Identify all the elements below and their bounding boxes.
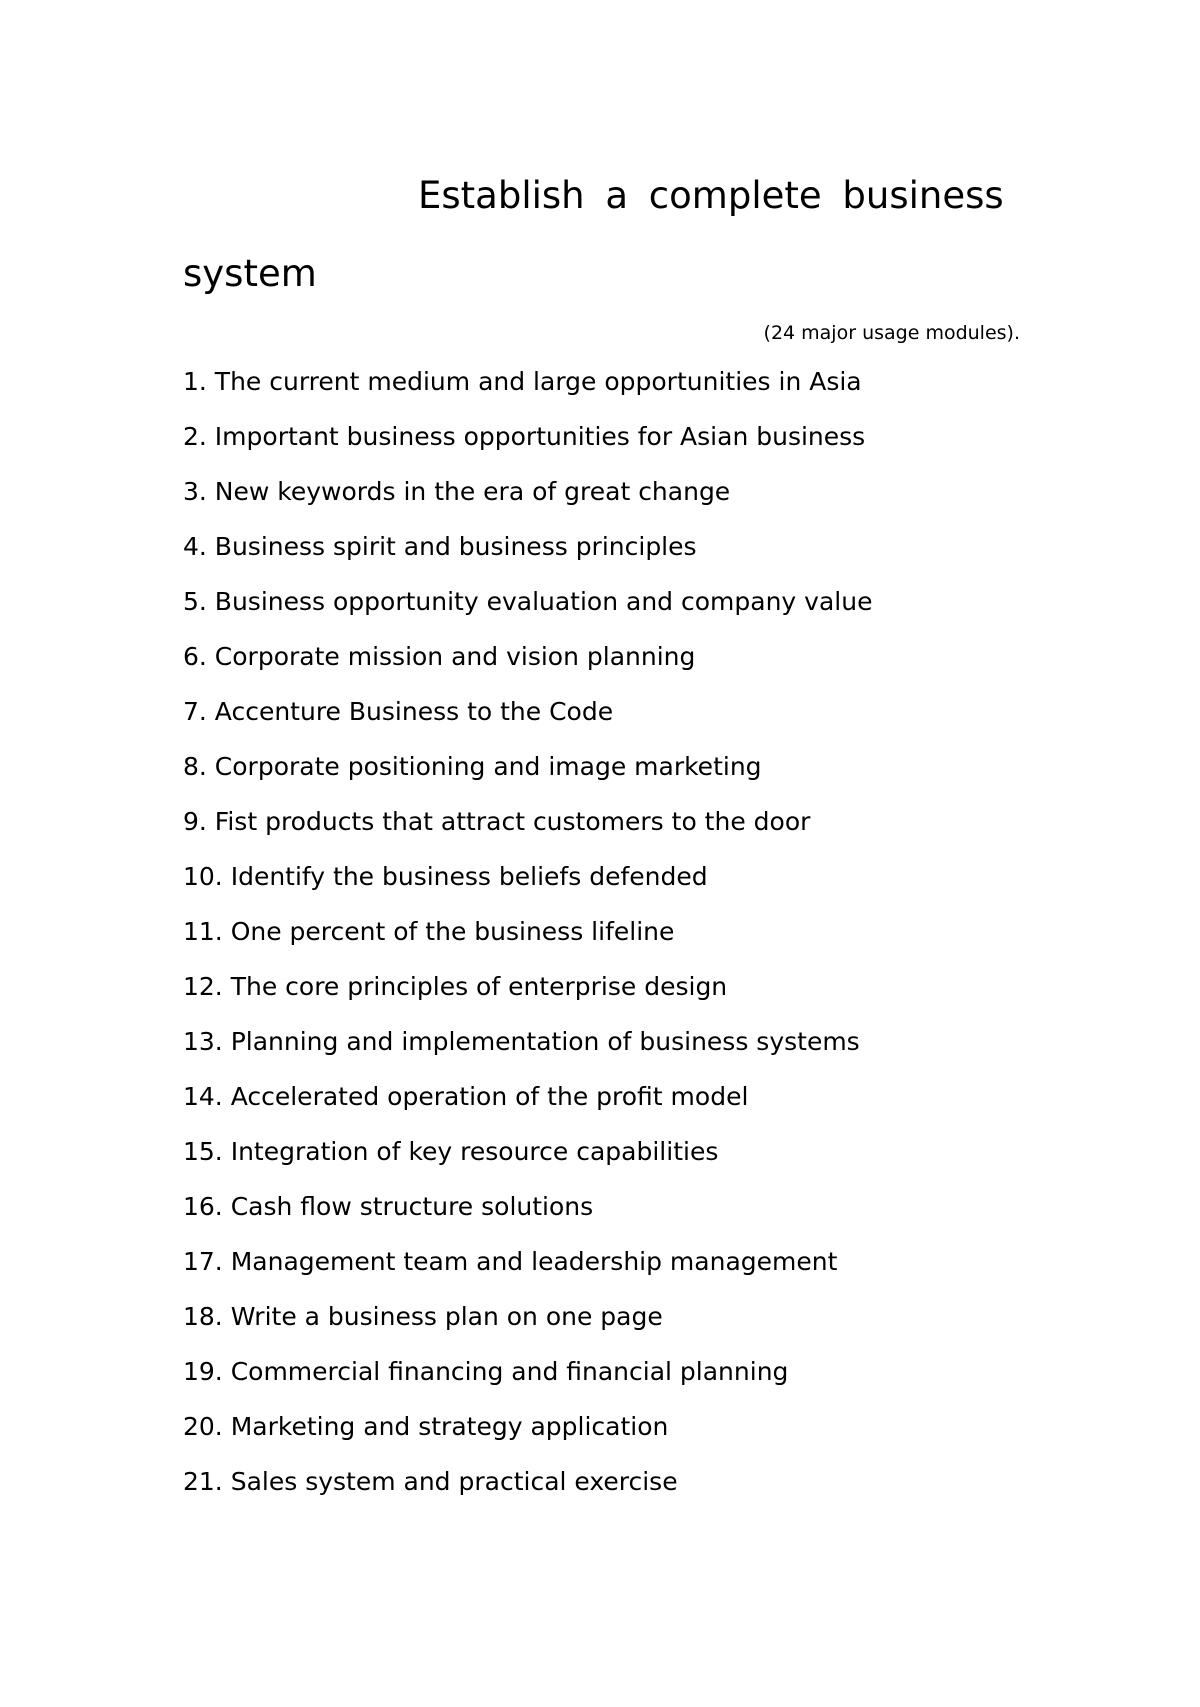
document-title: Establish a complete business [418,174,1004,217]
module-item: 20. Marketing and strategy application [183,1412,669,1441]
module-item: 7. Accenture Business to the Code [183,697,614,726]
module-item: 3. New keywords in the era of great change [183,477,731,506]
module-item: 1. The current medium and large opportunities in Asia [183,367,862,396]
module-item: 4. Business spirit and business principles [183,532,697,561]
module-item: 8. Corporate positioning and image marketing [183,752,762,781]
module-item: 19. Commercial financing and financial planning [183,1357,789,1386]
module-item: 12. The core principles of enterprise design [183,972,728,1001]
module-item: 13. Planning and implementation of business systems [183,1027,860,1056]
module-list [183,364,872,1519]
module-item: 2. Important business opportunities for Asian business [183,422,866,451]
module-item: 17. Management team and leadership management [183,1247,838,1276]
module-item: 15. Integration of key resource capabilities [183,1137,719,1166]
module-item: 9. Fist products that attract customers to the door [183,807,811,836]
document-subtitle: (24 major usage modules). [763,322,1020,344]
module-item: 6. Corporate mission and vision planning [183,642,696,671]
module-item: 14. Accelerated operation of the profit model [183,1082,749,1111]
module-item: 21. Sales system and practical exercise [183,1467,678,1496]
module-item: 18. Write a business plan on one page [183,1302,663,1331]
module-item: 10. Identify the business beliefs defended [183,862,708,891]
document-title-continued: system [183,252,317,295]
module-item: 5. Business opportunity evaluation and company value [183,587,873,616]
module-item: 16. Cash flow structure solutions [183,1192,594,1221]
module-item: 11. One percent of the business lifeline [183,917,675,946]
